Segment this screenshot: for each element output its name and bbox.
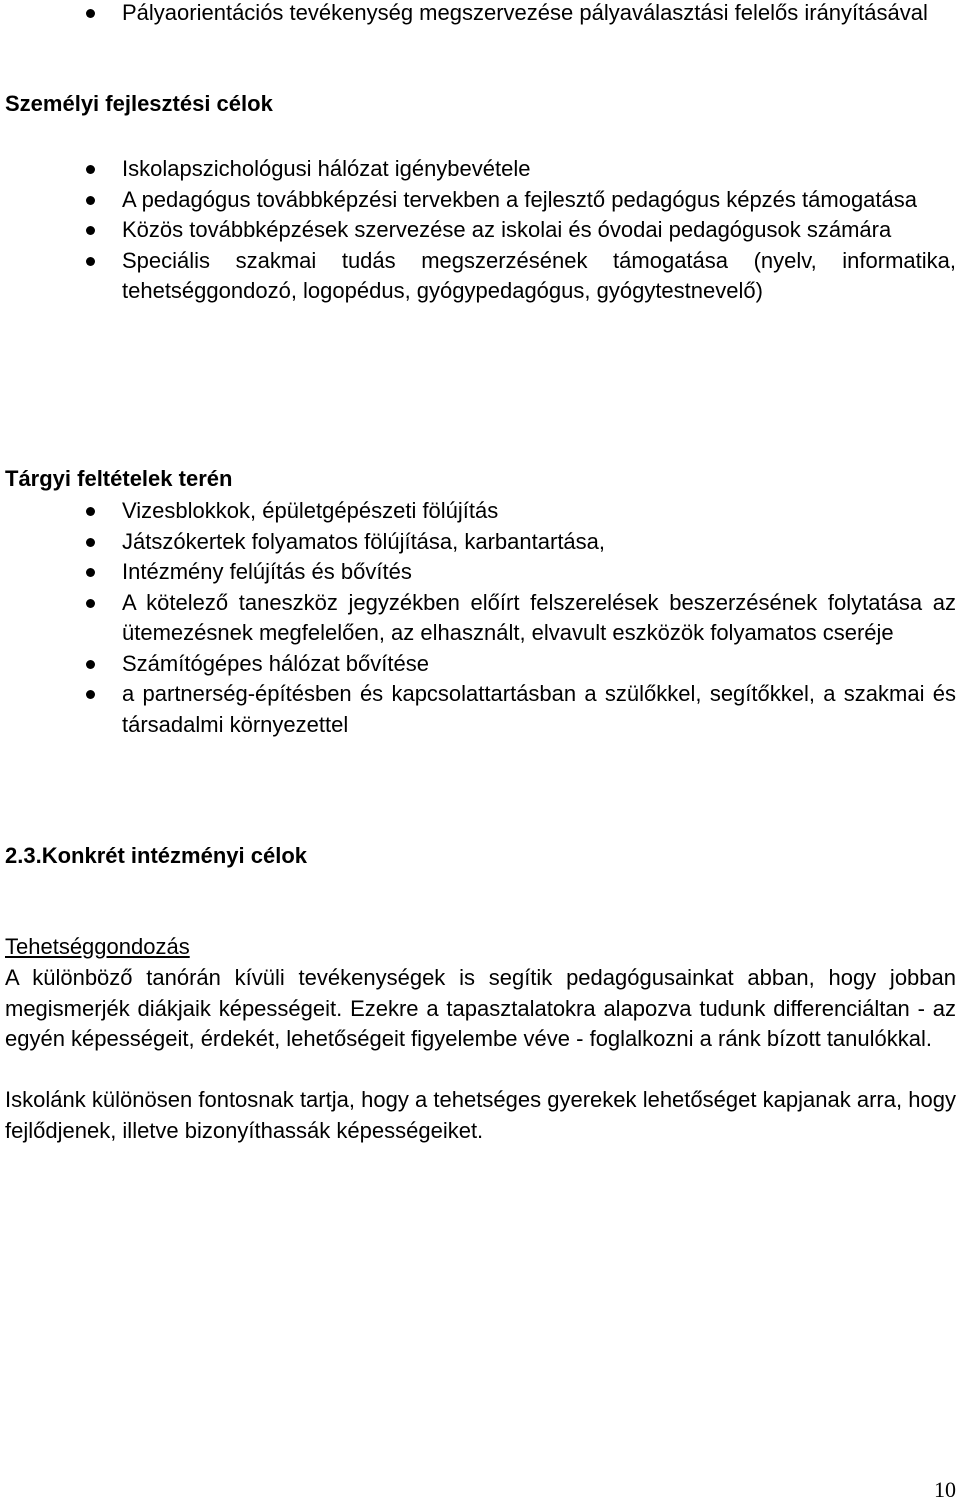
bullet-icon: [86, 257, 95, 266]
list-item: a partnerség-építésben és kapcsolattartásban a szülőkkel, segítőkkel, a szakmai és társadalmi környezettel: [0, 679, 956, 740]
subheading-talent-care: Tehetséggondozás: [5, 934, 190, 959]
bullet-icon: [86, 196, 95, 205]
list-item: Intézmény felújítás és bővítés: [0, 557, 956, 588]
material-conditions-list: [0, 496, 956, 740]
list-item: Számítógépes hálózat bővítése: [0, 649, 956, 680]
talent-care-paragraph-1: A különböző tanórán kívüli tevékenységek is segítik pedagógusainkat abban, hogy jobban megismerjék diákjaik képességeit. Ezekre a tapasztalatokra alapozva tudunk differenciáltan - az egyén képességeit, érdekét, lehetőségeit figyelembe véve - foglalkozni a ránk bízott tanulókkal.: [5, 965, 956, 1051]
bullet-icon: [86, 165, 95, 174]
section-heading-material-conditions: Tárgyi feltételek terén: [5, 466, 233, 491]
list-item: Vizesblokkok, épületgépészeti fölújítás: [0, 496, 956, 527]
section-heading-2-3: 2.3.Konkrét intézményi célok: [5, 843, 307, 868]
list-item: A kötelező taneszköz jegyzékben előírt felszerelések beszerzésének folytatása az ütemezésnek megfelelően, az elhasznált, elvavult eszközök folyamatos cseréje: [0, 588, 956, 649]
section-heading-personal-goals: Személyi fejlesztési célok: [5, 91, 273, 116]
list-item: Iskolapszichológusi hálózat igénybevétele: [0, 154, 956, 185]
bullet-icon: [86, 568, 95, 577]
bullet-icon: [86, 538, 95, 547]
bullet-icon: [86, 690, 95, 699]
list-item: Közös továbbképzések szervezése az iskolai és óvodai pedagógusok számára: [0, 215, 956, 246]
personal-goals-list: [0, 154, 956, 307]
page-number: 10: [934, 1477, 956, 1502]
list-item: Játszókertek folyamatos fölújítása, karbantartása,: [0, 527, 956, 558]
top-bullet-list: [0, 0, 956, 29]
list-item: A pedagógus továbbképzési tervekben a fejlesztő pedagógus képzés támogatása: [0, 185, 956, 216]
bullet-icon: [86, 660, 95, 669]
bullet-icon: [86, 226, 95, 235]
bullet-icon: [86, 507, 95, 516]
list-item: Speciális szakmai tudás megszerzésének támogatása (nyelv, informatika, tehetséggondozó, logopédus, gyógypedagógus, gyógytestnevelő): [0, 246, 956, 307]
bullet-icon: [86, 599, 95, 608]
list-item: Pályaorientációs tevékenység megszervezése pályaválasztási felelős irányításával: [0, 0, 956, 29]
talent-care-paragraph-2: Iskolánk különösen fontosnak tartja, hogy a tehetséges gyerekek lehetőséget kapjanak arra, hogy fejlődjenek, illetve bizonyíthassák képességeiket.: [5, 1087, 956, 1143]
bullet-icon: [86, 9, 95, 18]
